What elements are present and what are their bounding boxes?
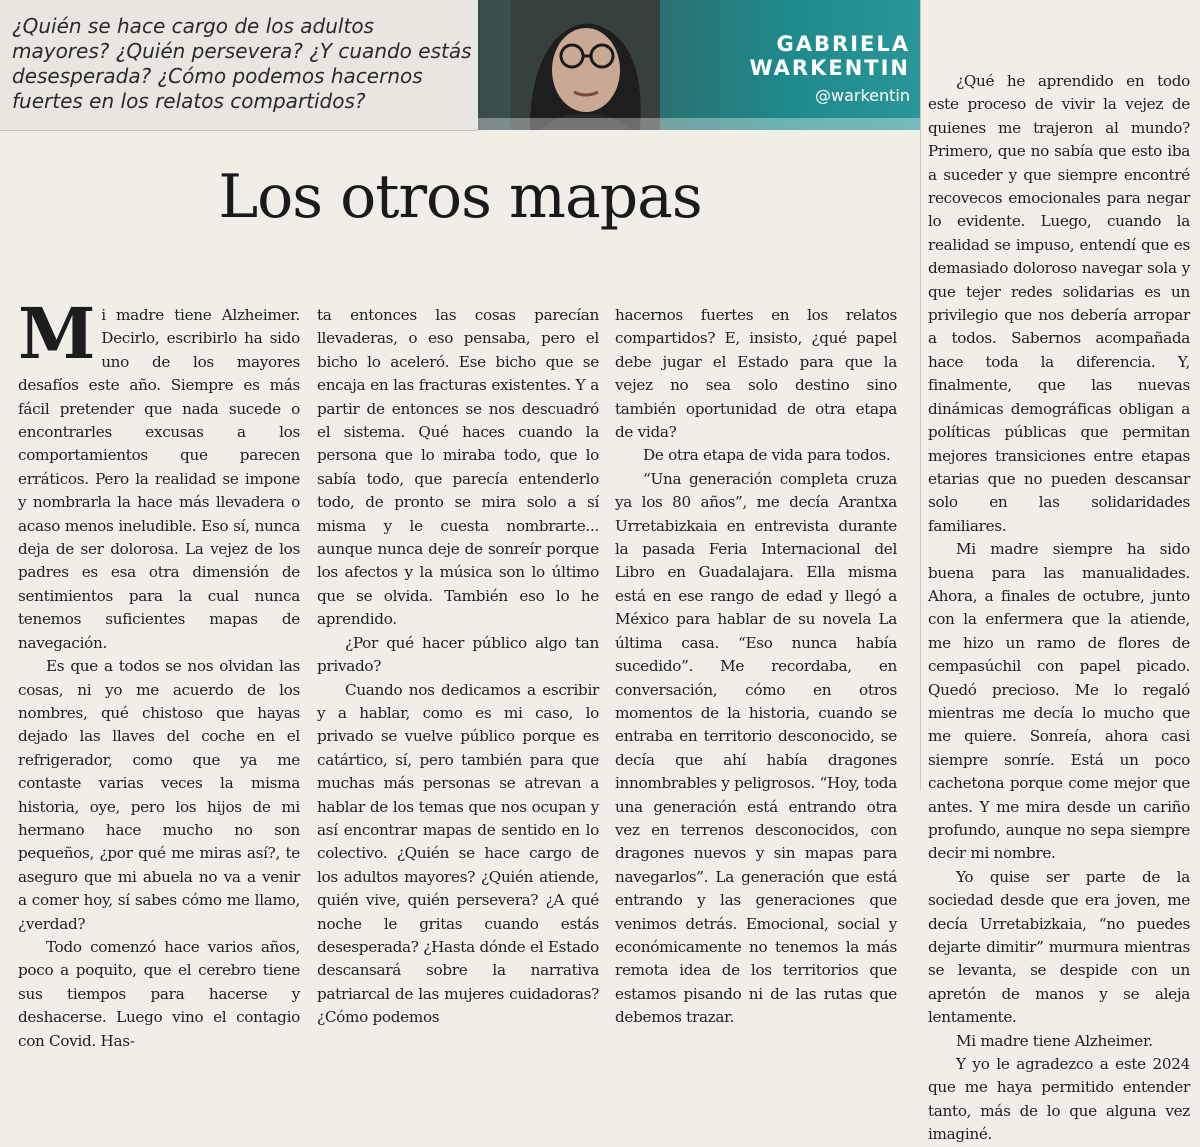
paragraph: Mi madre siempre ha sido buena para las manualidades. Ahora, a finales de octubre, junto con la enfermera que la atiende, me hizo un ramo de flores de cempasúchil con papel picado. Quedó precioso. Me lo regaló mientras me decía lo mucho que me quiere. Sonreía, ahora casi siempre sonríe. Está un poco cachetona porque come mejor que antes. Y me mira desde un cariño profundo, aunque no sepa siempre decir mi nombre. [928, 540, 1190, 863]
paragraph: Es que a todos se nos olvidan las cosas, ni yo me acuerdo de los nombres, qué chistoso que hayas dejado las llaves del coche en el refrigerador, como que ya me contaste varias veces la misma historia, oye, pero los hijos de mi hermano hace mucho no son pequeños, ¿por qué me miras así?, te aseguro que mi abuela no va a venir a comer hoy, sí sabes cómo me llamo, ¿verdad? [18, 657, 300, 933]
author-banner [478, 0, 920, 130]
paragraph: ¿Qué he aprendido en todo este proceso de vivir la vejez de quienes me trajeron al mundo? Primero, que no sabía que esto iba a suceder y que siempre encontré recovecos emocionales para negar lo evidente. Luego, cuando la realidad se impuso, entendí que es demasiado doloroso navegar sola y que tejer redes solidarias es un privilegio que nos debería arropar a todos. Sabernos acompañada hace toda la diferencia. Y, finalmente, que las nuevas dinámicas demográficas obligan a políticas públicas que permitan mejores transiciones entre etapas etarias que no pueden descansar solo en las solidaridades familiares. [928, 72, 1190, 535]
paragraph: Todo comenzó hace varios años, poco a poquito, que el cerebro tiene sus tiempos para hacerse y deshacerse. Luego vino el contagio con Covid. Has- [18, 937, 300, 1050]
column-divider [920, 0, 921, 791]
author-portrait [510, 0, 660, 130]
banner-strip [478, 118, 920, 130]
paragraph: hacernos fuertes en los relatos compartidos? E, insisto, ¿qué papel debe jugar el Estado para que la vejez no sea solo destino sino también oportunidad de otra etapa de vida? [615, 306, 897, 442]
author-handle: @warkentin [814, 86, 910, 105]
deck-text: ¿Quién se hace cargo de los adultos mayores? ¿Quién persevera? ¿Y cuando estás desesperada? ¿Cómo podemos hacernos fuertes en los relatos compartidos? [12, 14, 472, 113]
dropcap: M [18, 292, 96, 375]
deck-panel [0, 0, 478, 131]
paragraph: “Una generación completa cruza ya los 80 años”, me decía Arantxa Urretabizkaia en entrevista durante la pasada Feria Internacional del Libro en Guadalajara. Ella misma está en ese rango de edad y llegó a México para hablar de su novela La última casa. “Eso nunca había sucedido”. Me recordaba, en conversación, cómo en otros momentos de la historia, cuando se entraba en territorio desconocido, se decía que ahí había dragones innombrables y peligrosos. “Hoy, toda una generación está entrando otra vez en terrenos desconocidos, con dragones nuevos y sin mapas para navegarlos”. La generación que está entrando y las generaciones que venimos detrás. Emocional, social y económicamente no tenemos la más remota idea de los territorios que estamos pisando ni de las rutas que debemos trazar. [615, 469, 897, 1027]
paragraph: Yo quise ser parte de la sociedad desde que era joven, me decía Urretabizkaia, “no puedes dejarte dimitir” murmura mientras se levanta, se despide con un apretón de manos y se aleja lentamente. [928, 867, 1190, 1027]
paragraph: Mi madre tiene Alzheimer. [956, 1031, 1153, 1050]
paragraph: Cuando nos dedicamos a escribir y a hablar, como es mi caso, lo privado se vuelve público porque es catártico, sí, pero también para que muchas más personas se atrevan a hablar de los temas que nos ocupan y así encontrar mapas de sentido en lo colectivo. ¿Quién se hace cargo de los adultos mayores? ¿Quién atiende, quién vive, quién persevera? ¿A qué noche le gritas cuando estás desesperada? ¿Hasta dónde el Estado descansará sobre la narrativa patriarcal de las mujeres cuidadoras? ¿Cómo podemos [317, 680, 599, 1027]
paragraph [18, 292, 300, 655]
paragraph: De otra etapa de vida para todos. [643, 446, 891, 465]
article-column-2 [317, 304, 599, 1030]
article-column-4 [928, 70, 1190, 1147]
article-column-1 [18, 292, 300, 1053]
paragraph-text: i madre tiene Alzheimer. Decirlo, escribirlo ha sido uno de los mayores desafíos este año. Siempre es más fácil pretender que nada sucede o encontrarles excusas a los comportamientos que parecen erráticos. Pero la realidad se impone y nombrarla la hace más llevadera o acaso menos ineludible. Eso sí, nunca deja de ser dolorosa. La vejez de los padres es esa otra dimensión de sentimientos para la cual nunca tenemos suficientes mapas de navegación. [18, 306, 300, 652]
paragraph: Y yo le agradezco a este 2024 que me haya permitido entender tanto, más de lo que alguna vez imaginé. [928, 1055, 1190, 1144]
headline: Los otros mapas [218, 162, 702, 232]
author-name: GABRIELA WARKENTIN [749, 32, 910, 80]
article-column-3 [615, 304, 897, 1030]
paragraph: ¿Por qué hacer público algo tan privado? [317, 633, 599, 676]
paragraph: ta entonces las cosas parecían llevaderas, o eso pensaba, pero el bicho lo aceleró. Ese bicho que se encaja en las fracturas existentes. Y a partir de entonces se nos descuadró el sistema. Qué haces cuando la persona que lo miraba todo, que lo sabía todo, que parecía entenderlo todo, de pronto se mira solo a sí misma y le cuesta nombrarte... aunque nunca deje de sonreír porque los afectos y la música son lo último que se olvida. También eso lo he aprendido. [317, 306, 599, 629]
